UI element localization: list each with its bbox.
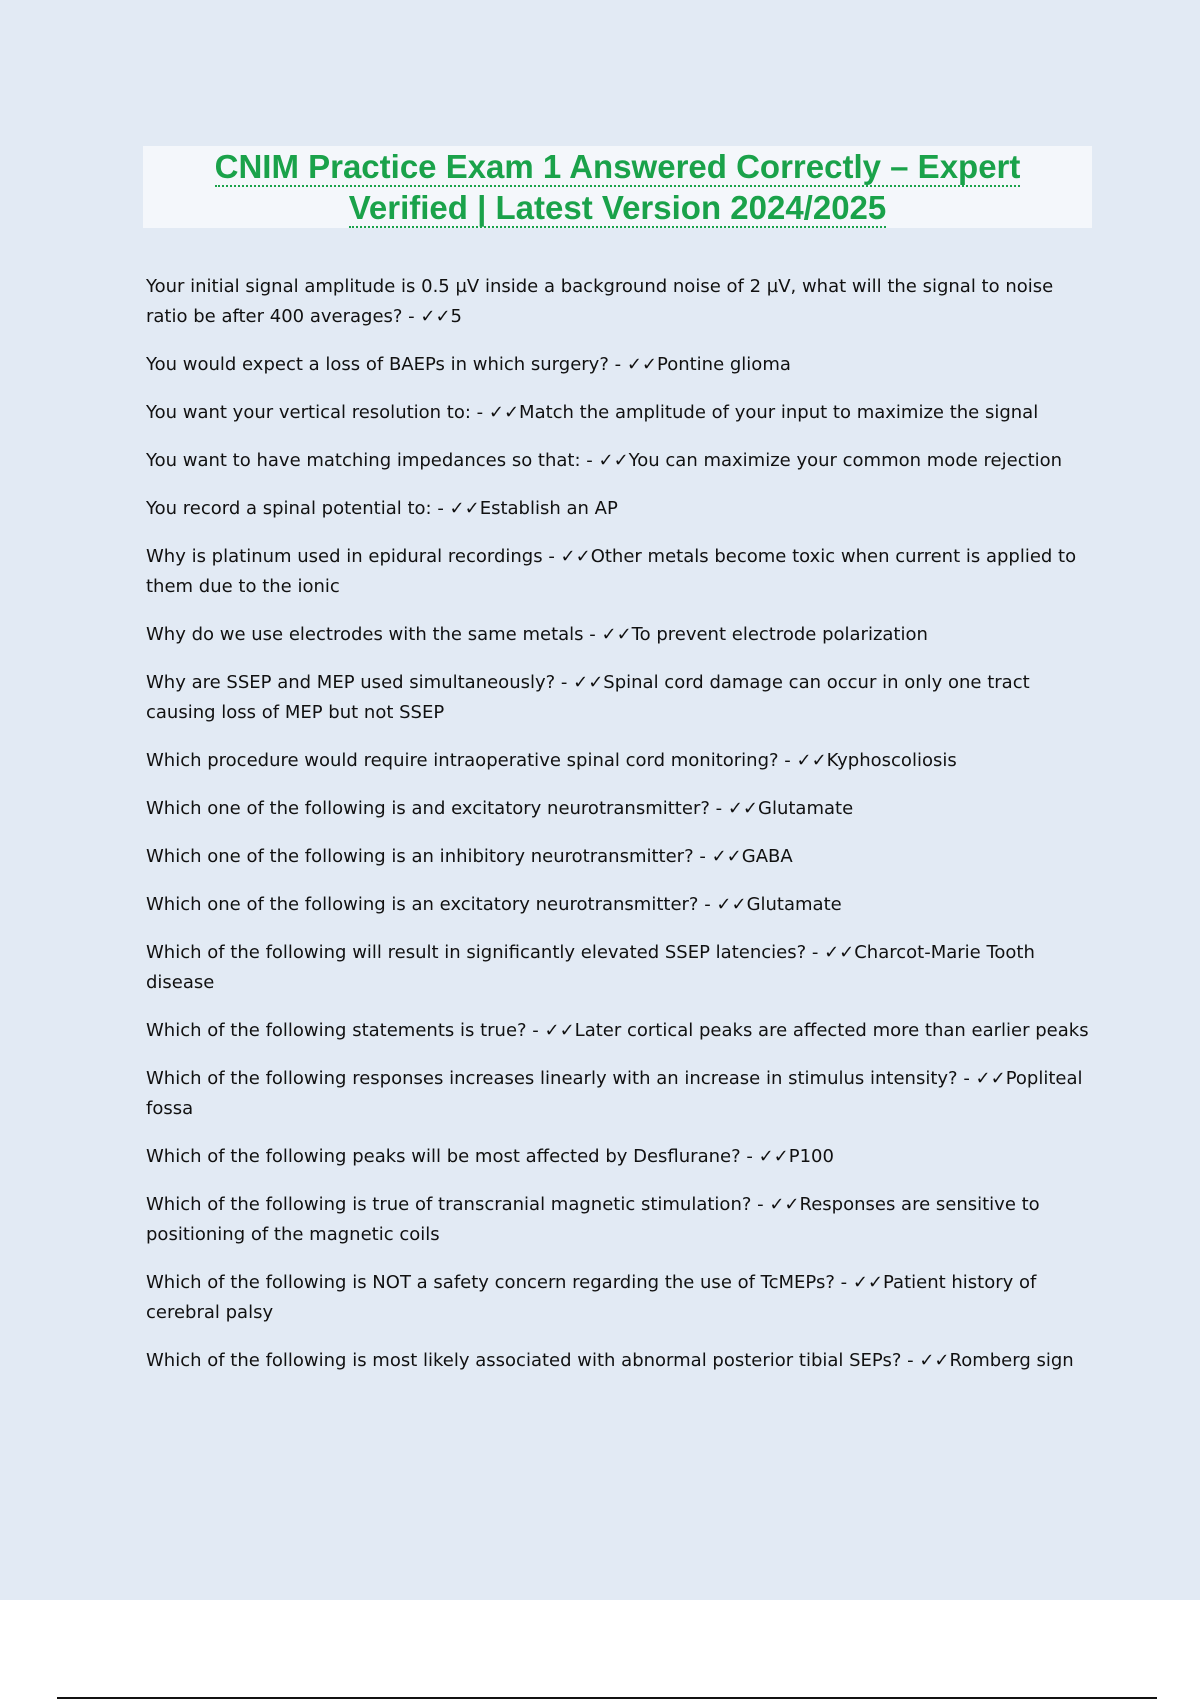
qa-item: Why is platinum used in epidural recordings - ✓✓Other metals become toxic when current is applied to them due to the ionic <box>146 546 1077 597</box>
title-banner <box>143 146 1092 228</box>
qa-item: Your initial signal amplitude is 0.5 µV inside a background noise of 2 µV, what will the signal to noise ratio be after 400 averages? - ✓✓5 <box>146 276 1054 327</box>
qa-item: Which of the following is true of transcranial magnetic stimulation? - ✓✓Responses are sensitive to positioning of the magnetic coils <box>146 1194 1040 1245</box>
qa-item: Which of the following peaks will be most affected by Desflurane? - ✓✓P100 <box>146 1146 834 1167</box>
question-answer-list <box>146 272 1096 1394</box>
qa-item: Which of the following is most likely associated with abnormal posterior tibial SEPs? - ✓✓Romberg sign <box>146 1350 1074 1371</box>
qa-item: Which one of the following is and excitatory neurotransmitter? - ✓✓Glutamate <box>146 798 854 819</box>
qa-item: You want to have matching impedances so that: - ✓✓You can maximize your common mode rejection <box>146 450 1063 471</box>
qa-item: Which procedure would require intraoperative spinal cord monitoring? - ✓✓Kyphoscoliosis <box>146 750 957 771</box>
qa-item: You would expect a loss of BAEPs in which surgery? - ✓✓Pontine glioma <box>146 354 791 375</box>
title-line-2: Verified | Latest Version 2024/2025 <box>348 189 887 226</box>
qa-item: Which of the following is NOT a safety concern regarding the use of TcMEPs? - ✓✓Patient history of cerebral palsy <box>146 1272 1037 1323</box>
qa-item: Which one of the following is an excitatory neurotransmitter? - ✓✓Glutamate <box>146 894 842 915</box>
qa-item: Why do we use electrodes with the same metals - ✓✓To prevent electrode polarization <box>146 624 928 645</box>
footer-divider <box>57 1697 1157 1699</box>
qa-item: Which one of the following is an inhibitory neurotransmitter? - ✓✓GABA <box>146 846 793 867</box>
qa-item: You record a spinal potential to: - ✓✓Establish an AP <box>146 498 618 519</box>
qa-item: Which of the following will result in significantly elevated SSEP latencies? - ✓✓Charcot-Marie Tooth disease <box>146 942 1035 993</box>
qa-item: Which of the following responses increases linearly with an increase in stimulus intensity? - ✓✓Popliteal fossa <box>146 1068 1083 1119</box>
qa-item: Which of the following statements is true? - ✓✓Later cortical peaks are affected more than earlier peaks <box>146 1020 1089 1041</box>
qa-item: You want your vertical resolution to: - ✓✓Match the amplitude of your input to maximize the signal <box>146 402 1039 423</box>
qa-item: Why are SSEP and MEP used simultaneously? - ✓✓Spinal cord damage can occur in only one tract causing loss of MEP but not SSEP <box>146 672 1030 723</box>
title-line-1: CNIM Practice Exam 1 Answered Correctly – Expert <box>214 148 1021 185</box>
